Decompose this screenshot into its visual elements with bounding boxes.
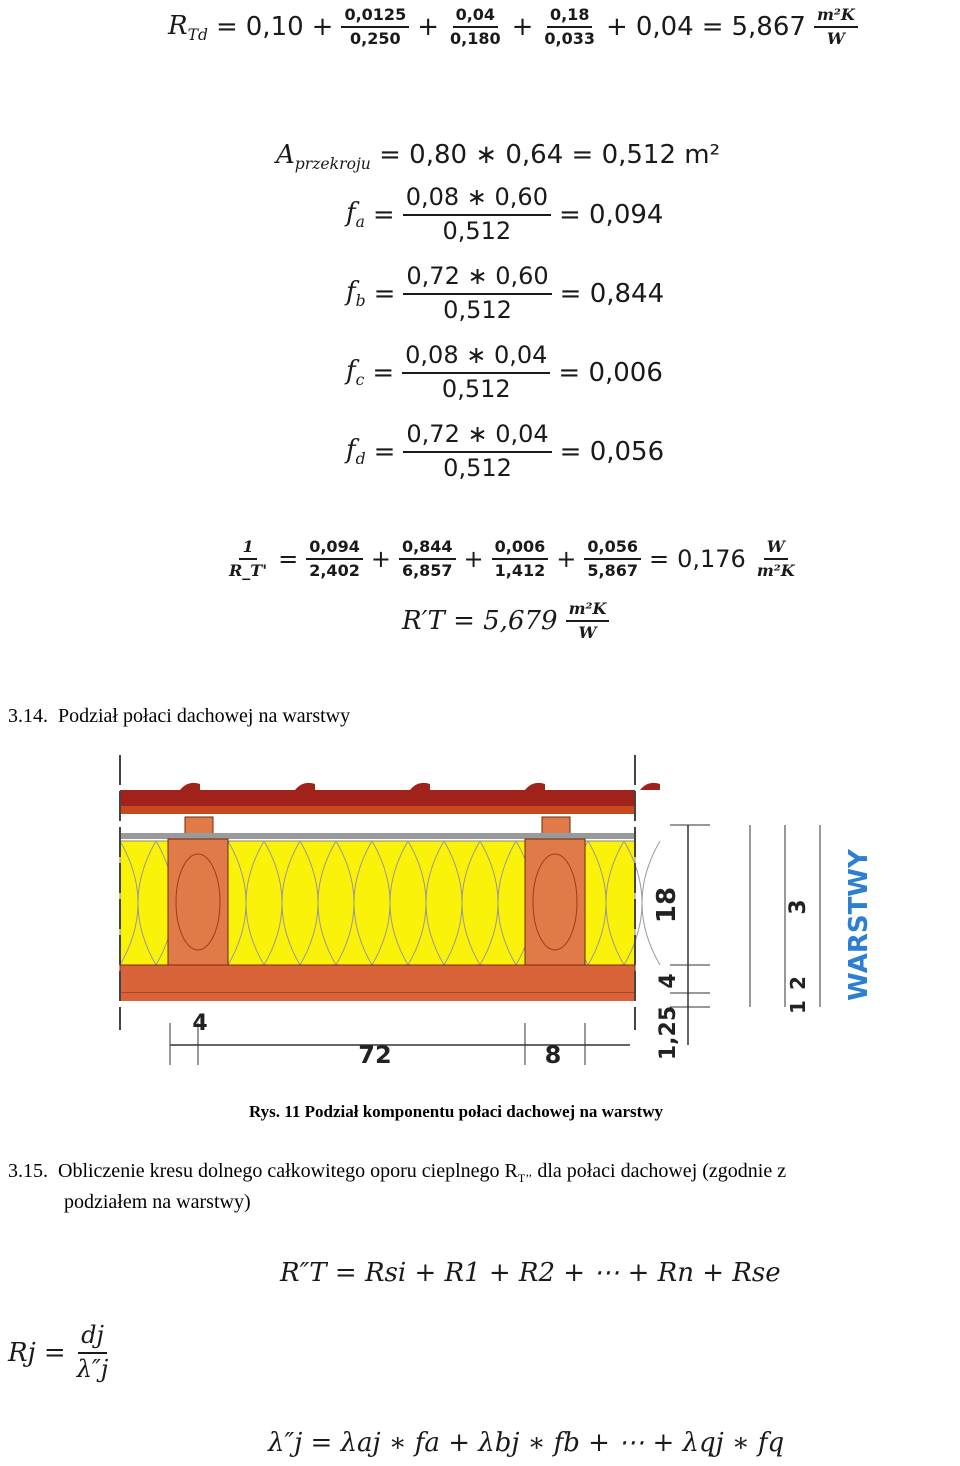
fraction-row-c: $f_c$ = $\frac{0,08 ∗ 0,04}{0,512}$ = 0,006 [346,341,663,403]
membrane-layer [120,833,635,839]
rtd-unit: $\frac{\text{m²K}}{W}$ [814,6,858,49]
dim-18: 18 [652,886,682,924]
section-heading-3-15-line2: podziałem na warstwy) [64,1191,251,1213]
fraction-result: = 0,056 [559,436,665,467]
rt-prime-result: 0,176 [677,545,746,574]
rtd-result: 5,867 [731,12,806,43]
tile-ridge [525,783,545,790]
rtd-fraction-3: $\frac{0,18}{0,033}$ [544,5,596,49]
equation-area: $A_{przekroju} = 0,80$ ∗ 0,64 = 0,512 m² [276,140,721,174]
board-layer [120,965,635,993]
equation-rt-double-prime: R″T = Rsi + R1 + R2 + ⋯ + Rn + Rse [280,1258,781,1288]
inner-lining-layer [120,993,635,1001]
rt-prime-lhs: $\frac{1}{R\_T'}$ [229,537,268,581]
fraction-result: = 0,006 [558,357,663,388]
equation-lambda: λ″j = λaj ∗ fa + λbj ∗ fb + ⋯ + λqj ∗ fq [268,1428,785,1458]
rafter-left [168,839,228,965]
rt-prime-term: $\frac{0,844}{6,857}$ [399,538,456,581]
rt-prime-term: $\frac{0,094}{2,402}$ [306,538,363,581]
dim-8: 8 [544,1041,562,1069]
layer-2: 2 [786,976,810,990]
layer-3: 3 [786,899,811,915]
rt-prime-line: R′T = 5,679 [402,606,558,637]
dim-4-vertical: 4 [656,973,681,989]
rtd-term1: 0,10 [245,12,304,43]
tile-ridge [410,783,430,790]
fraction-result: = 0,844 [559,278,665,309]
warstwy-label: WARSTWY [844,849,874,1001]
fraction-row-d: $f_d$ = $\frac{0,72 ∗ 0,04}{0,512}$ = 0,056 [346,420,665,482]
rtd-fraction-2: $\frac{0,04}{0,180}$ [450,5,501,49]
counter-batten-right [542,817,570,835]
counter-batten-left [185,817,213,835]
tile-ridge [295,783,315,790]
fraction-label: $f_b$ [346,277,366,311]
fraction-result: = 0,094 [558,199,664,230]
fraction-row-a: $f_a$ = $\frac{0,08 ∗ 0,60}{0,512}$ = 0,094 [346,183,664,245]
fraction-body: $\frac{0,72 ∗ 0,60}{0,512}$ [403,263,551,324]
rt-prime-unit-wm2k: $\frac{W}{\text{m²K}}$ [756,537,795,581]
roof-battens-layer [120,806,635,814]
area-rhs: = 0,80 ∗ 0,64 = 0,512 m² [379,140,721,170]
layer-1: 1 [786,1000,810,1014]
rafter-right [525,839,585,965]
rt-prime-term: $\frac{0,056}{5,867}$ [584,538,641,581]
rtd-fraction-1: $\frac{0,0125}{0,250}$ [341,6,409,49]
tile-ridge [640,783,660,790]
fraction-label: $f_a$ [346,198,365,232]
rtd-term5: 0,04 [635,12,694,43]
fraction-row-b: $f_b$ = $\frac{0,72 ∗ 0,60}{0,512}$ = 0,844 [346,262,665,324]
equation-rt-prime: $\frac{1}{R\_T'}$ = $\frac{0,094}{2,402}$ + $\frac{0,844}{6,857}$ + $\frac{0,006}{1,412}$ + $\frac{0,056}{5,867}$ = 0,176 $\frac{W}{\text{m²K}}$ [226,538,798,581]
fraction-body: $\frac{0,72 ∗ 0,04}{0,512}$ [403,421,551,482]
section-heading-3-15: 3.15. Obliczenie kresu dolnego całkowitego oporu cieplnego $R_{T’’}$ dla połaci dachowej (zgodnie z [8,1160,787,1185]
rt-prime-term: $\frac{0,006}{1,412}$ [492,538,549,581]
dim-1-25: 1,25 [656,1005,681,1061]
section-heading-3-14: 3.14. Podział połaci dachowej na warstwy [8,705,351,727]
rtd-lhs: $R_{Td}$ [168,10,208,44]
tile-ridge [180,783,200,790]
dim-4-horizontal: 4 [192,1011,208,1036]
fraction-body: $\frac{0,08 ∗ 0,04}{0,512}$ [402,342,550,403]
fraction-body: $\frac{0,08 ∗ 0,60}{0,512}$ [403,184,551,245]
equation-rt-prime-result [402,600,609,643]
fraction-label: $f_d$ [346,435,366,469]
equation-rtd: $R_{Td}$ = 0,10 + $\frac{0,0125}{0,250}$ + $\frac{0,04}{0,180}$ + $\frac{0,18}{0,033}$ + 0,04 = 5,867 $\frac{\text{m²K}}{W}$ [168,6,858,49]
figure-caption: Rys. 11 Podział komponentu połaci dachowej na warstwy [249,1102,664,1121]
fraction-label: $f_c$ [346,356,365,390]
rt-prime-unit: $\frac{\text{m²K}}{W}$ [566,600,610,643]
equation-rj: Rj = $\frac{dj}{\lambda''j}$ [8,1321,109,1383]
roof-tile-layer [120,790,635,806]
dim-72: 72 [358,1041,392,1069]
roof-layers-figure [110,745,890,1090]
